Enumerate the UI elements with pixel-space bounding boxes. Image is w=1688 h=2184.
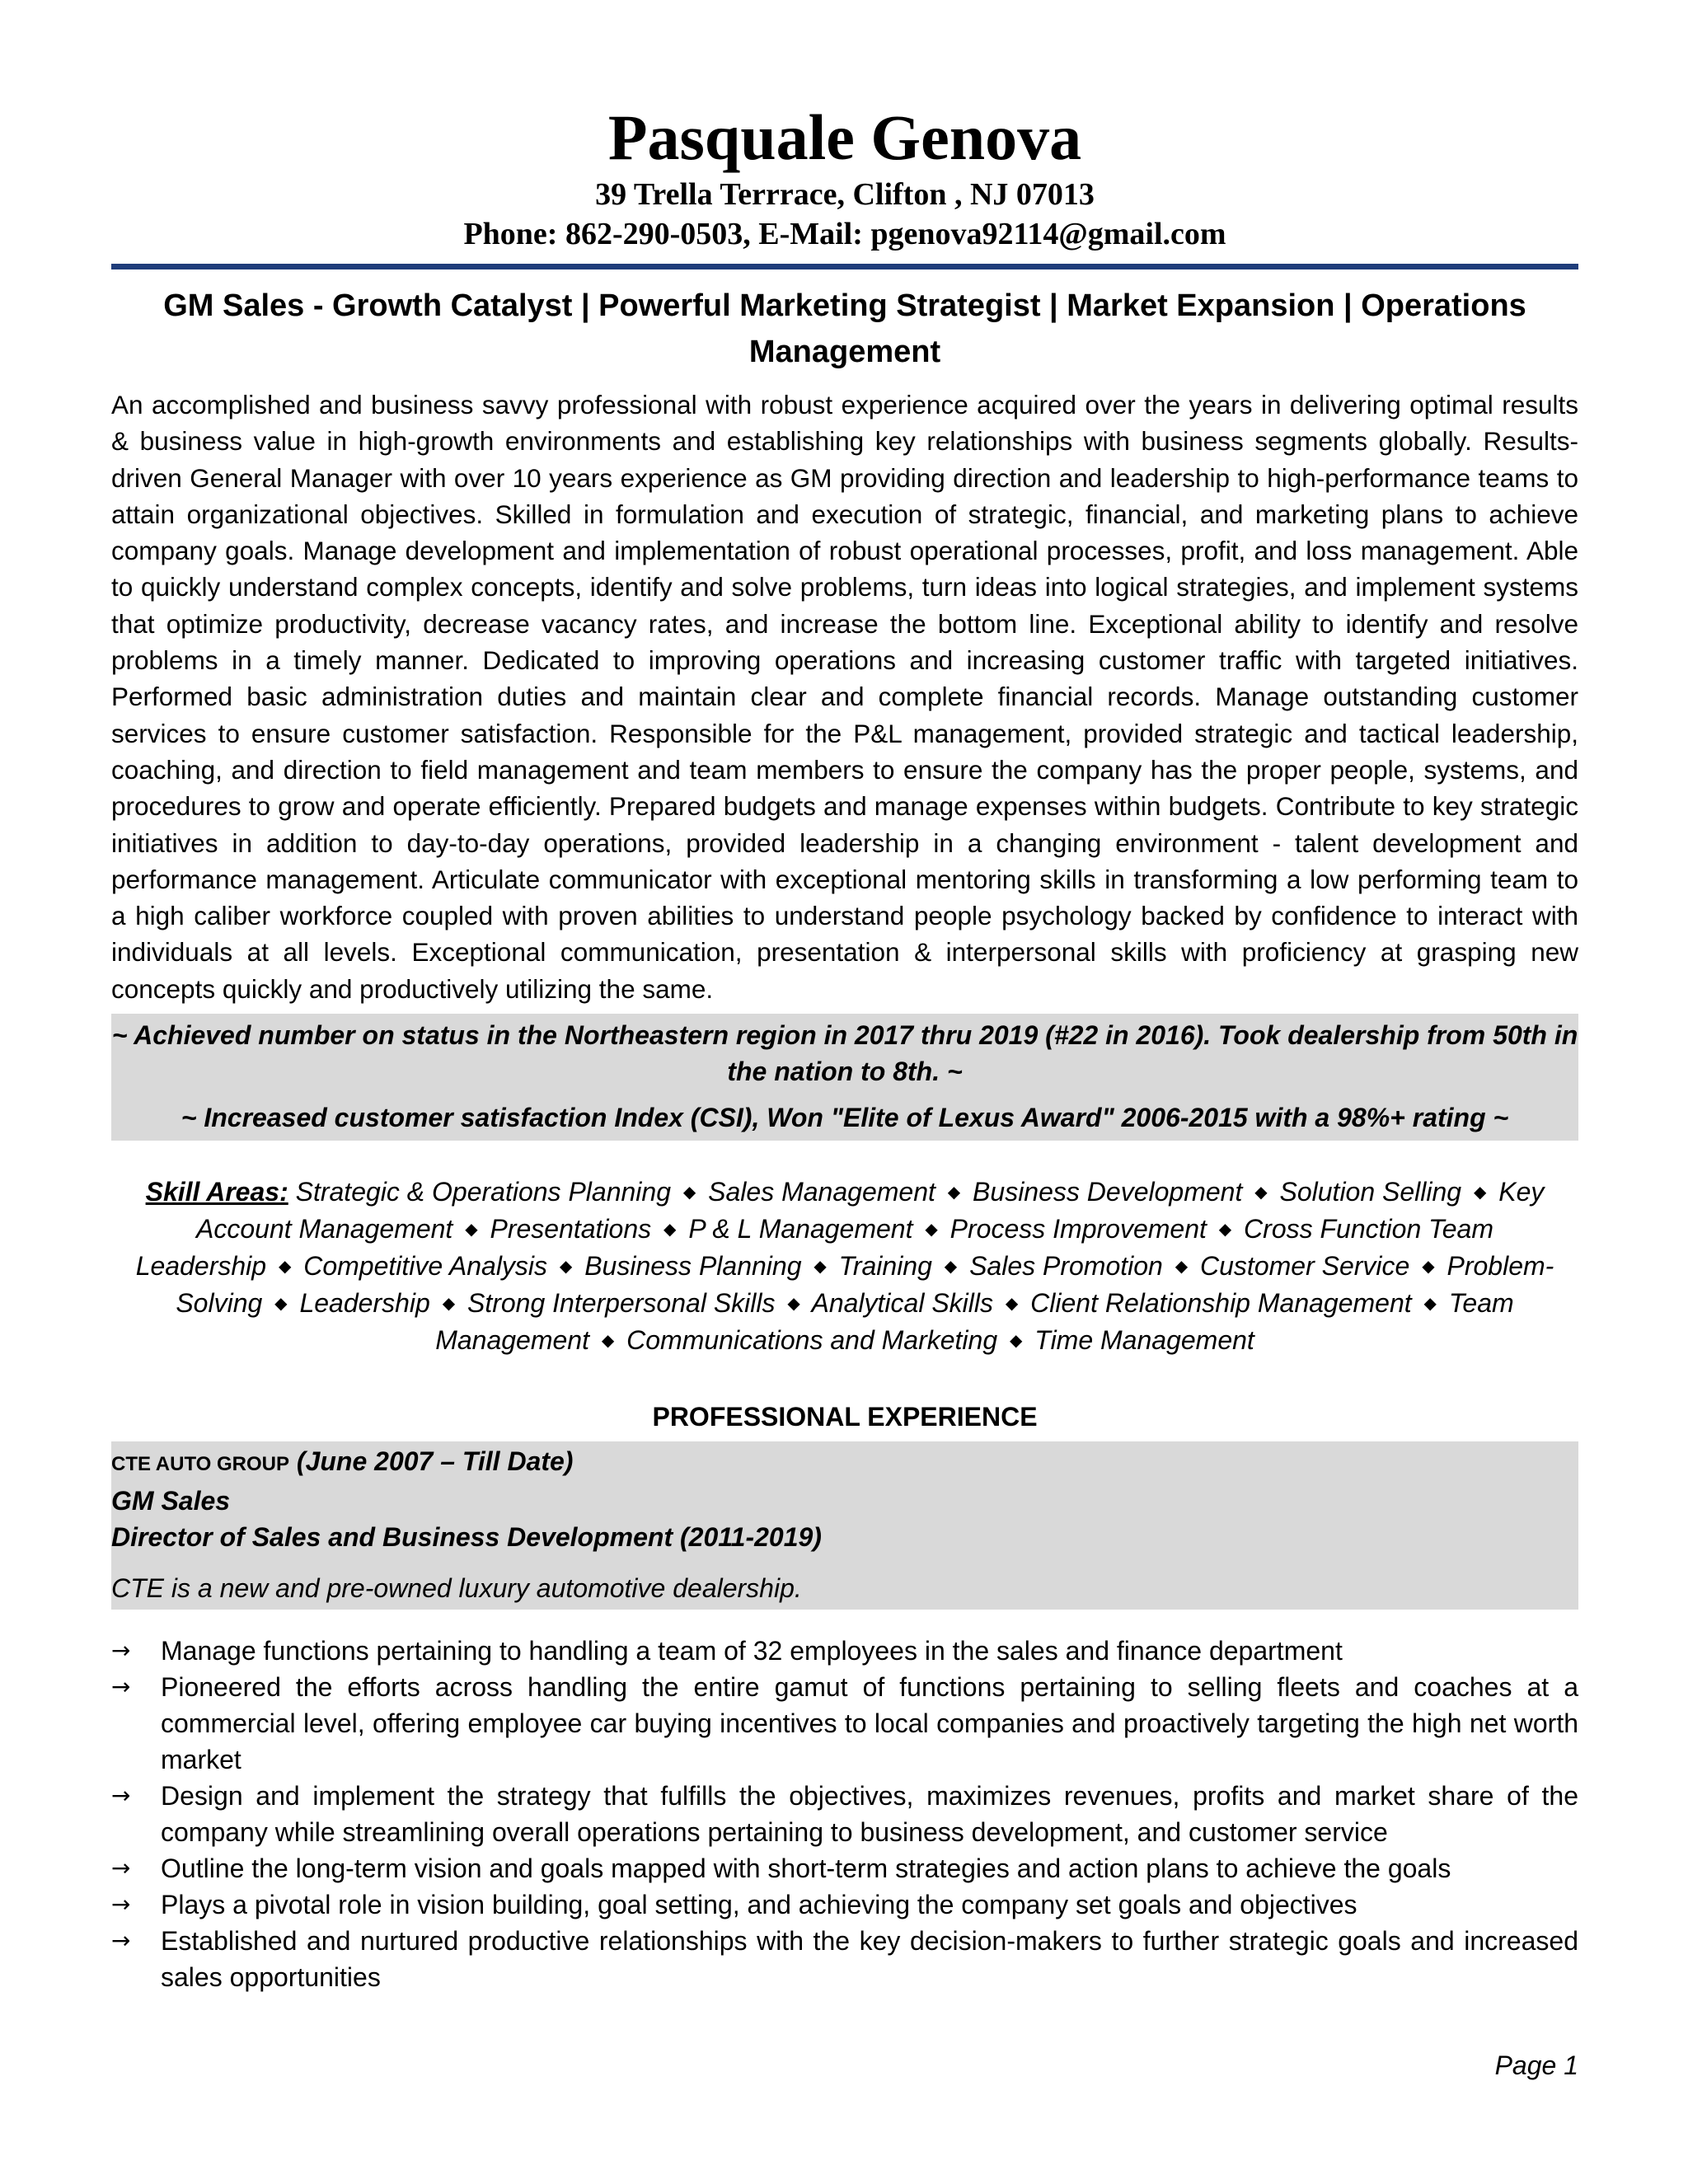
company-name: CTE AUTO GROUP: [111, 1453, 290, 1476]
diamond-bullet-icon: ◆: [442, 1295, 456, 1314]
contact-line: Phone: 862-290-0503, E-Mail: pgenova92114@gmail.com: [463, 217, 1226, 251]
header-divider: [111, 264, 1578, 269]
company-description: CTE is a new and pre-owned luxury automotive dealership.: [111, 1573, 802, 1604]
skill-areas-label: Skill Areas:: [145, 1177, 288, 1207]
diamond-bullet-icon: ◆: [663, 1221, 677, 1240]
list-item-text: Outline the long-term vision and goals mapped with short-term strategies and action plans to achieve the goals: [161, 1854, 1451, 1884]
page-number: Page 1: [1494, 2050, 1578, 2080]
diamond-bullet-icon: ◆: [814, 1258, 827, 1277]
skill-item: Team Management: [435, 1288, 1514, 1356]
skill-item: Presentations: [490, 1214, 652, 1244]
job-title: GM Sales: [111, 1486, 231, 1516]
skill-item: Problem-Solving: [176, 1251, 1554, 1319]
diamond-bullet-icon: ◆: [1010, 1332, 1023, 1351]
skill-item: Leadership: [299, 1288, 430, 1319]
diamond-bullet-icon: ◆: [1175, 1258, 1189, 1277]
arrow-right-icon: →: [111, 1854, 131, 1882]
arrow-right-icon: →: [111, 1637, 131, 1665]
skill-item: Training: [838, 1251, 932, 1282]
diamond-bullet-icon: ◆: [465, 1221, 478, 1240]
skill-item: Strong Interpersonal Skills: [467, 1288, 776, 1319]
skill-item: Business Planning: [584, 1251, 802, 1282]
diamond-bullet-icon: ◆: [682, 1183, 696, 1202]
list-item: [111, 1778, 1578, 1850]
arrow-right-icon: →: [111, 1891, 131, 1919]
list-item-text: Plays a pivotal role in vision building, goal setting, and achieving the company set goals and objectives: [161, 1890, 1357, 1920]
arrow-right-icon: →: [111, 1927, 131, 1955]
diamond-bullet-icon: ◆: [1473, 1183, 1487, 1202]
job-header: [111, 1441, 1578, 1610]
diamond-bullet-icon: ◆: [925, 1221, 938, 1240]
skill-item: P & L Management: [688, 1214, 913, 1244]
skill-item: Business Development: [973, 1177, 1243, 1207]
diamond-bullet-icon: ◆: [559, 1258, 573, 1277]
arrow-right-icon: →: [111, 1673, 131, 1701]
diamond-bullet-icon: ◆: [278, 1258, 292, 1277]
skill-item: Competitive Analysis: [303, 1251, 548, 1282]
headline: GM Sales - Growth Catalyst | Powerful Marketing Strategist | Market Expansion | Operations Management: [163, 288, 1526, 369]
diamond-bullet-icon: ◆: [601, 1332, 615, 1351]
skill-item: Strategic & Operations Planning: [295, 1177, 671, 1207]
skill-item: Customer Service: [1200, 1251, 1410, 1282]
diamond-bullet-icon: ◆: [1422, 1258, 1435, 1277]
responsibility-list: [111, 1633, 1578, 1995]
arrow-right-icon: →: [111, 1782, 131, 1810]
list-item-text: Pioneered the efforts across handling the entire gamut of functions pertaining to selling fleets and coaches at a commercial level, offering employee car buying incentives to local companies and proactively targeting the high net worth market: [161, 1672, 1578, 1775]
list-item-text: Established and nurtured productive relationships with the key decision-makers to further strategic goals and increased sales opportunities: [161, 1926, 1578, 1993]
skill-item: Time Management: [1034, 1325, 1254, 1356]
skill-item: Cross Function Team Leadership: [135, 1214, 1493, 1282]
skill-item: Solution Selling: [1279, 1177, 1462, 1207]
diamond-bullet-icon: ◆: [947, 1183, 961, 1202]
section-title-experience: PROFESSIONAL EXPERIENCE: [652, 1402, 1038, 1432]
list-item: [111, 1669, 1578, 1778]
skill-item: Process Improvement: [950, 1214, 1207, 1244]
achievement-line: ~ Achieved number on status in the Northeastern region in 2017 thru 2019 (#22 in 2016). Took dealership from 50th in the nation to 8th. ~: [111, 1020, 1578, 1087]
diamond-bullet-icon: ◆: [1423, 1295, 1437, 1314]
diamond-bullet-icon: ◆: [1005, 1295, 1019, 1314]
candidate-name: Pasquale Genova: [607, 101, 1082, 173]
list-item-text: Manage functions pertaining to handling a team of 32 employees in the sales and finance department: [161, 1636, 1343, 1666]
skill-item: Sales Management: [708, 1177, 935, 1207]
address: 39 Trella Terrrace, Clifton , NJ 07013: [595, 177, 1095, 212]
list-item-text: Design and implement the strategy that fulfills the objectives, maximizes revenues, profits and market share of the company while streamlining overall operations pertaining to business development, and customer service: [161, 1781, 1578, 1848]
summary-paragraph: An accomplished and business savvy professional with robust experience acquired over the years in delivering optimal results & business value in high-growth environments and establishing key relationships with business segments globally. Results-driven General Manager with over 10 years experience as GM providing direction and leadership to high-performance teams to attain organizational objectives. Skilled in formulation and execution of strategic, financial, and marketing plans to achieve company goals. Manage development and implementation of robust operational processes, profit, and loss management. Able to quickly understand complex concepts, identify and solve problems, turn ideas into logical strategies, and implement systems that optimize productivity, decrease vacancy rates, and increase the bottom line. Exceptional ability to identify and resolve problems in a timely manner. Dedicated to improving operations and increasing customer traffic with targeted initiatives. Performed basic administration duties and maintain clear and complete financial records. Manage outstanding customer services to ensure customer satisfaction. Responsible for the P&L management, provided strategic and tactical leadership, coaching, and direction to field management and team members to ensure the company has the proper people, systems, and procedures to grow and operate efficiently. Prepared budgets and manage expenses within budgets. Contribute to key strategic initiatives in addition to day-to-day operations, provided leadership in a changing environment - talent development and performance management. Articulate communicator with exceptional mentoring skills in transforming a low performing team to a high caliber workforce coupled with proven abilities to understand people psychology backed by confidence to interact with individuals at all levels. Exceptional communication, presentation & interpersonal skills with proficiency at grasping new concepts quickly and productively utilizing the same.: [111, 390, 1578, 1004]
skill-item: Communications and Marketing: [626, 1325, 998, 1356]
list-item: [111, 1633, 1578, 1669]
list-item: [111, 1923, 1578, 1995]
diamond-bullet-icon: ◆: [787, 1295, 800, 1314]
diamond-bullet-icon: ◆: [1218, 1221, 1232, 1240]
diamond-bullet-icon: ◆: [274, 1295, 288, 1314]
job-title: Director of Sales and Business Development (2011-2019): [111, 1522, 822, 1553]
list-item: [111, 1850, 1578, 1886]
list-item: [111, 1886, 1578, 1923]
skill-item: Sales Promotion: [969, 1251, 1163, 1282]
skill-areas: [111, 1174, 1578, 1359]
job-dates: (June 2007 – Till Date): [296, 1446, 574, 1477]
achievement-line: ~ Increased customer satisfaction Index (CSI), Won "Elite of Lexus Award" 2006-2015 with a 98%+ rating ~: [181, 1103, 1509, 1133]
skill-item: Client Relationship Management: [1030, 1288, 1412, 1319]
skill-item: Analytical Skills: [811, 1288, 993, 1319]
skill-item: Key Account Management: [196, 1177, 1545, 1244]
resume-page: [111, 0, 1578, 2080]
diamond-bullet-icon: ◆: [944, 1258, 958, 1277]
achievements-box: [111, 1014, 1578, 1141]
diamond-bullet-icon: ◆: [1254, 1183, 1268, 1202]
skill-list: [136, 1177, 1554, 1355]
